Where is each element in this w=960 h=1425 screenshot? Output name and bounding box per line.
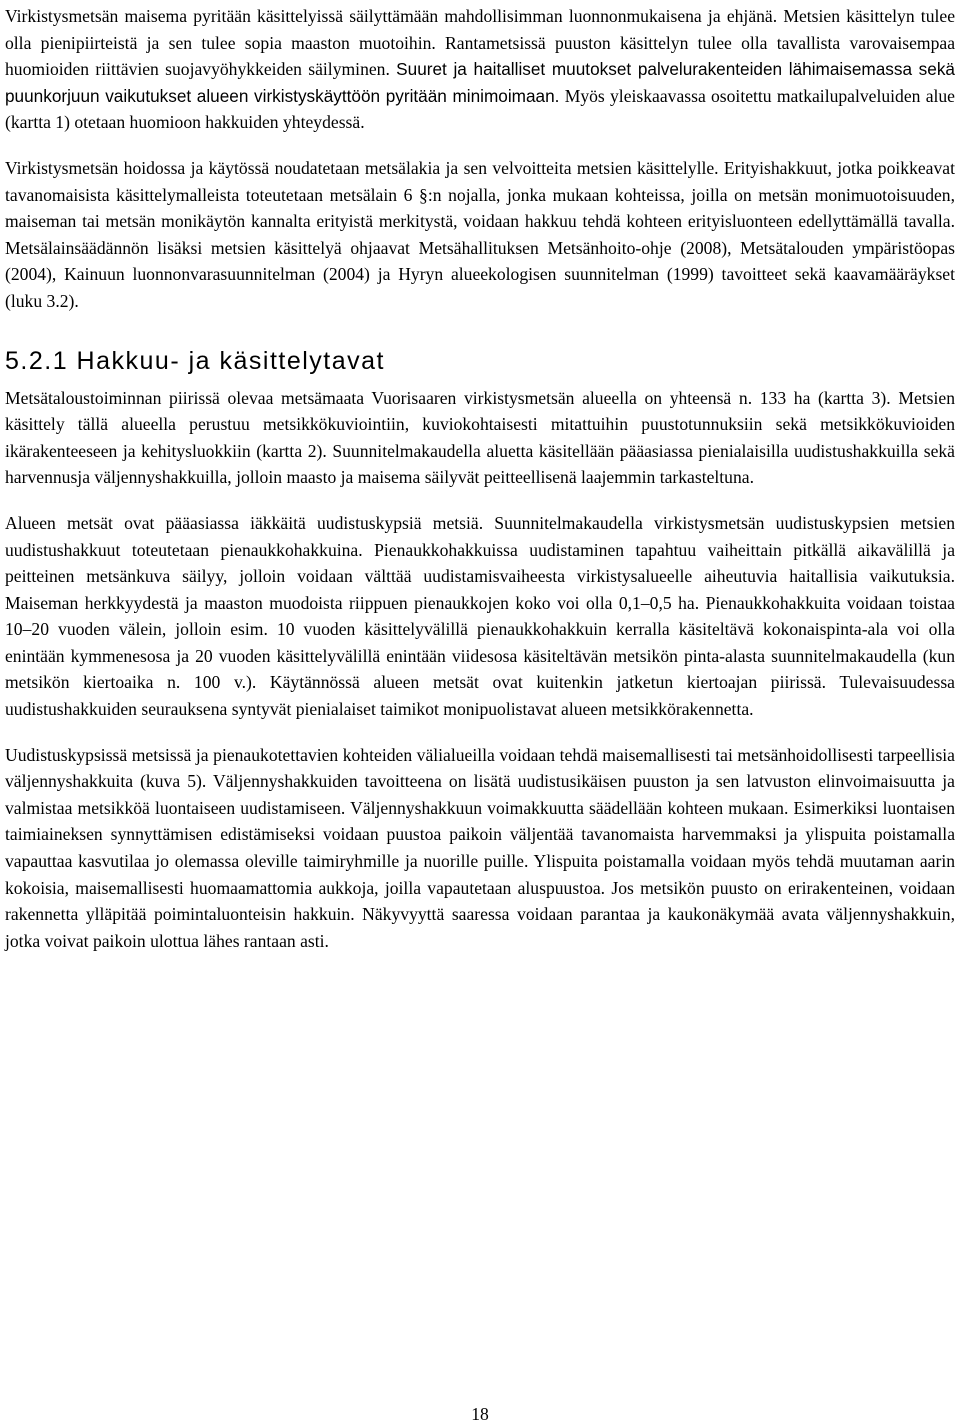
section-heading: 5.2.1 Hakkuu- ja käsittelytavat	[5, 346, 385, 375]
section-heading-wrap	[5, 315, 955, 385]
paragraph-forest-law: Virkistysmetsän hoidossa ja käytössä noudatetaan metsälakia ja sen velvoitteita metsien käsittelylle. Erityishakkuut, jotka poikkeavat tavanomaisista käsittelymalleista toteutetaan metsälain 6 §:n nojalla, jonka mukaan kohteissa, joilla on metsän monimuotoisuuden, maiseman tai metsän monikäytön kannalta erityistä merkitystä, voidaan hakkuu tehdä kohteen erityisluonteen edellyttämällä tavalla. Metsälainsäädännön lisäksi metsien käsittelyä ohjaavat Metsähallituksen Metsänhoito-ohje (2008), Metsätalouden ympäristöopas (2004), Kainuun luonnonvarasuunnitelman (2004) ja Hyryn alueekologisen suunnitelman (1999) tavoitteet sekä kaavamääräykset (luku 3.2).	[5, 157, 955, 311]
paragraph-gap	[5, 723, 955, 742]
paragraph-landscape-text-a: Virkistysmetsän maisema pyritään käsittelyissä säilyttämään mahdollisimman luonnonmukaisena ja ehjänä. Metsien käsittelyn tulee olla pienipiirteistä ja sen tulee sopia maaston muotoihin. Rantametsissä puuston käsittelyn tulee olla tavallista varovaisempaa huomioiden riittävien suojavyöhykkeiden säilyminen.	[5, 6, 955, 80]
document-page	[5, 3, 955, 954]
paragraph-forest-area: Metsätaloustoiminnan piirissä olevaa metsämaata Vuorisaaren virkistysmetsän alueella on yhteensä n. 133 ha (kartta 3). Metsien käsittely tällä alueella perustuu metsikkökuviointiin, kuviokohtaisesti mitattuihin puustotunnuksiin sekä metsikkökuvioiden ikärakenteeseen ja kehitysluokkiin (kartta 2). Suunnitelmakaudella aluetta käsitellään pääasiassa pienialaisilla uudistushakkuilla sekä harvennusja väljennyshakkuilla, jolloin maasto ja maisema säilyvät peitteellisenä laajemmin tarkasteltuna.	[5, 387, 955, 488]
page-number: 18	[471, 1404, 489, 1424]
paragraph-gap	[5, 491, 955, 510]
paragraph-landscape-text-b: Myös yleiskaavassa osoitettu matkailupalveluiden alue (kartta 1) otetaan huomioon hakkuiden yhteydessä.	[5, 85, 955, 133]
paragraph-landscape-text-sans: Suuret ja haitalliset muutokset palvelurakenteiden lähimaisemassa sekä puunkorjuun vaikutukset alueen virkistyskäyttöön pyritään minimoimaan.	[5, 59, 955, 106]
paragraph-small-openings: Alueen metsät ovat pääasiassa iäkkäitä uudistuskypsiä metsiä. Suunnitelmakaudella virkistysmetsän uudistuskypsien metsien uudistushakkuut toteutetaan pienaukkohakkuina. Pienaukkohakkuissa uudistaminen tapahtuu vaiheittain pitkällä aikavälillä ja peitteinen metsänkuva säilyy, jolloin voidaan välttää uudistamisvaiheesta virkistysalueelle aiheutuvia haitallisia vaikutuksia. Maiseman herkkyydestä ja maaston muodoista riippuen pienaukkojen koko voi olla 0,1–0,5 ha. Pienaukkohakkuita voidaan toistaa 10–20 vuoden välein, jolloin esim. 10 vuoden käsittelyvälillä pienaukkohakkuin kerralla käsiteltävä kokonaispinta-ala voi olla enintään kymmenesosa ja 20 vuoden käsittelyvälillä enintään viidesosa käsiteltävän metsikön pinta-alasta suunnitelmakaudella (kun metsikön kiertoaika n. 100 v.). Käytännössä alueen metsät ovat kuitenkin jatketun kiertoajan piirissä. Tulevaisuudessa uudistushakkuiden seurauksena syntyvät pienialaiset taimikot monipuolistavat alueen metsikkörakennetta.	[5, 512, 955, 720]
paragraph-gap	[5, 136, 955, 155]
paragraph-thinning: Uudistuskypsissä metsissä ja pienaukotettavien kohteiden välialueilla voidaan tehdä maisemallisesti tai metsänhoidollisesti tarpeellisia väljennyshakkuita (kuva 5). Väljennyshakkuiden tavoitteena on lisätä uudistusikäisen puuston ja sen latvuston elinvoimaisuutta ja valmistaa metsikköä luontaiseen uudistamiseen. Väljennyshakkuun voimakkuutta säädellään kohteen mukaan. Esimerkiksi luontaisen taimiaineksen synnyttämisen edistämiseksi voidaan puustoa paikoin väljentää tavanomaista harvemmaksi ja ylispuita poistamalla vapauttaa kasvutilaa jo olemassa oleville taimiryhmille ja nuorille puille. Ylispuita poistamalla voidaan myös tehdä muutaman aarin kokoisia, maisemallisesti huomaamattomia aukkoja, joilla vapautetaan aluspuustoa. Jos metsikön puusto on erirakenteinen, voidaan rakennetta ylläpitää poimintaluonteisin hakkuin. Näkyvyyttä saaressa voidaan parantaa ja kaukonäkymää avata väljennyshakkuin, jotka voivat paikoin ulottua lähes rantaan asti.	[5, 744, 955, 951]
paragraph-landscape	[5, 3, 955, 136]
